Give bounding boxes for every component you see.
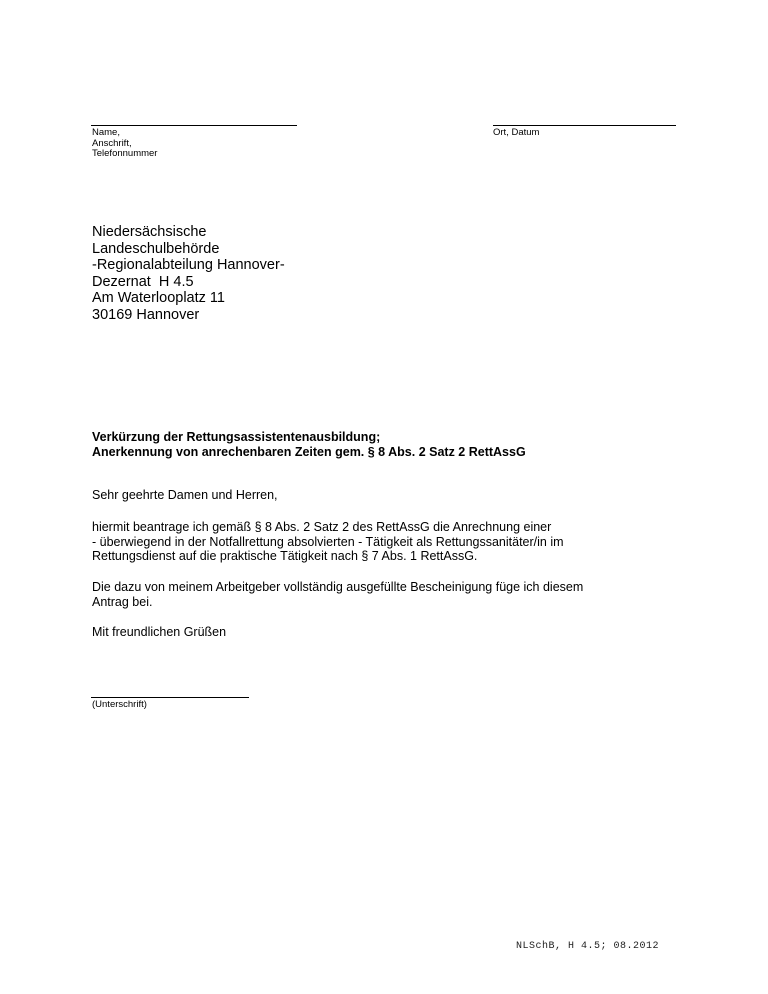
paragraph-line: hiermit beantrage ich gemäß § 8 Abs. 2 Satz 2 des RettAssG die Anrechnung einer bbox=[92, 520, 552, 534]
subject-block bbox=[92, 430, 526, 460]
body-paragraph-attachment bbox=[92, 580, 583, 609]
sender-phone-label: Telefonnummer bbox=[92, 148, 158, 159]
body-paragraph-request bbox=[92, 520, 564, 564]
footer-reference: NLSchB, H 4.5; 08.2012 bbox=[516, 941, 660, 952]
signature-line bbox=[91, 697, 249, 698]
place-date-label: Ort, Datum bbox=[493, 127, 540, 138]
paragraph-line: - überwiegend in der Notfallrettung absolvierten - Tätigkeit als Rettungssanitäter/in im bbox=[92, 534, 564, 549]
paragraph-line: Rettungsdienst auf die praktische Tätigkeit nach § 7 Abs. 1 RettAssG. bbox=[92, 549, 478, 563]
sender-signature-line bbox=[91, 125, 297, 126]
recipient-line: Niedersächsische bbox=[92, 224, 207, 240]
paragraph-line: Antrag bei. bbox=[92, 594, 153, 609]
recipient-line: 30169 Hannover bbox=[92, 306, 200, 323]
place-date-line bbox=[493, 125, 676, 126]
recipient-line: Dezernat H 4.5 bbox=[92, 273, 194, 290]
sender-name-label: Name, bbox=[92, 127, 120, 138]
subject-line: Anerkennung von anrechenbaren Zeiten gem. § 8 Abs. 2 Satz 2 RettAssG bbox=[92, 445, 526, 459]
closing: Mit freundlichen Grüßen bbox=[92, 625, 227, 639]
paragraph-line: Die dazu von meinem Arbeitgeber vollständig ausgefüllte Bescheinigung füge ich diesem bbox=[92, 580, 584, 594]
sender-block bbox=[92, 128, 157, 160]
recipient-line: Landeschulbehörde bbox=[92, 240, 220, 257]
sender-address-label: Anschrift, bbox=[92, 137, 132, 149]
salutation: Sehr geehrte Damen und Herren, bbox=[92, 488, 278, 502]
signature-label: (Unterschrift) bbox=[92, 699, 147, 710]
recipient-line: -Regionalabteilung Hannover- bbox=[92, 257, 285, 273]
subject-line: Verkürzung der Rettungsassistentenausbildung; bbox=[92, 430, 381, 444]
recipient-line: Am Waterlooplatz 11 bbox=[92, 290, 225, 306]
recipient-address bbox=[92, 224, 285, 323]
